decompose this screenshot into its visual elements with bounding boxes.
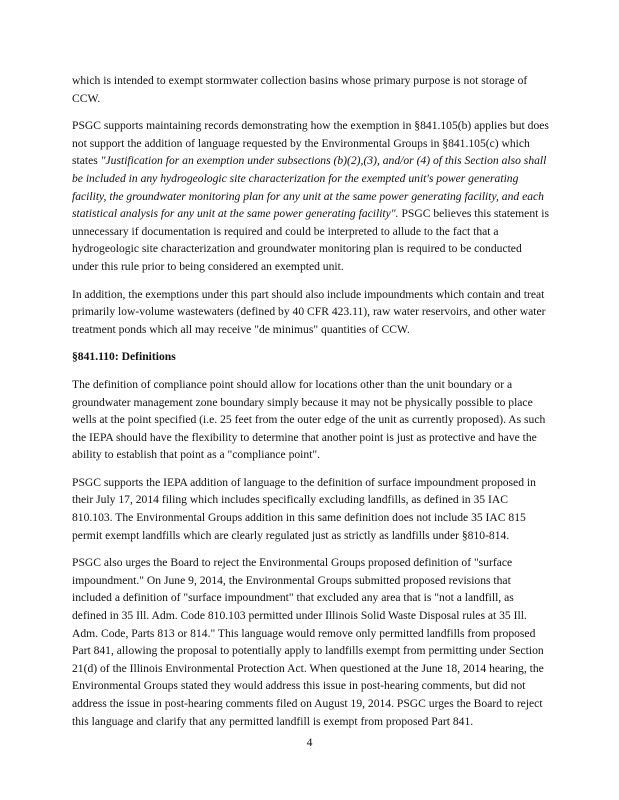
paragraph-surface-impoundment-reject: PSGC also urges the Board to reject the Environmental Groups proposed definition of "surface impoundment." On June 9, 2014, the Environmental Groups submitted proposed revisions that included a definition of "surface impoundment" that excluded any area that is "not a landfill, as defined in 35 Ill. Adm. Code 810.103 permitted under Illinois Solid Waste Disposal rules at 35 Ill. Adm. Code, Parts 813 or 814." This language would remove only permitted landfills from proposed Part 841, allowing the proposal to potentially apply to landfills exempt from permitting under Section 21(d) of the Illinois Environmental Protection Act. When questioned at the June 18, 2014 hearing, the Environmental Groups stated they would address this issue in post-hearing comments, but did not address the issue in post-hearing comments filed on August 19, 2014. PSGC urges the Board to reject this language and clarify that any permitted landfill is exempt from proposed Part 841. — [72, 556, 544, 728]
paragraph-additional-exemptions: In addition, the exemptions under this part should also include impoundments which contain and treat primarily low-volume wastewaters (defined by 40 CFR 423.11), raw water reservoirs, and other water treatment ponds which all may receive "de minimus" quantities of CCW. — [72, 287, 546, 336]
page-number: 4 — [306, 736, 313, 749]
paragraph-records-exemption — [72, 117, 550, 275]
paragraph-compliance-point: The definition of compliance point should allow for locations other than the unit boundary or a groundwater management zone boundary simply because it may not be physically possible to place wells at the point specified (i.e. 25 feet from the outer edge of the unit as currently proposed). As such the IEPA should have the flexibility to determine that another point is just as protective and have the ability to establish that point as a "compliance point". — [72, 377, 546, 462]
quoted-justification-text: "Justification for an exemption under subsections (b)(2),(3), and/or (4) of this Section also shall be included in any hydrogeologic site characterization for the exempted unit's power generating facility, the groundwater monitoring plan for any unit at the same power generating facility, and each statistical analysis for any unit at the same power generating facility". — [72, 154, 547, 221]
paragraph-records-text-b: PSGC believes this statement is unnecessary if documentation is required and could be interpreted to allude to the fact that a hydrogeologic site characterization and groundwater monitoring plan is required to be conducted under this rule prior to being considered an exempted unit. — [72, 207, 549, 273]
paragraph-records-text-a: PSGC supports maintaining records demonstrating how the exemption in §841.105(b) applies but does not support the addition of language requested by the Environmental Groups in §841.105(c) which states — [72, 119, 549, 168]
paragraph-surface-impoundment-support: PSGC supports the IEPA addition of language to the definition of surface impoundment proposed in their July 17, 2014 filing which includes specifically excluding landfills, as defined in 35 IAC 810.103. The Environmental Groups addition in this same definition does not include 35 IAC 815 permit exempt landfills which are clearly regulated just as strictly as landfills under §810-814. — [72, 475, 536, 542]
document-page — [72, 72, 550, 740]
paragraph-stormwater-exemption: which is intended to exempt stormwater collection basins whose primary purpose is not storage of CCW. — [72, 74, 528, 105]
section-heading-definitions: §841.110: Definitions — [72, 350, 176, 364]
